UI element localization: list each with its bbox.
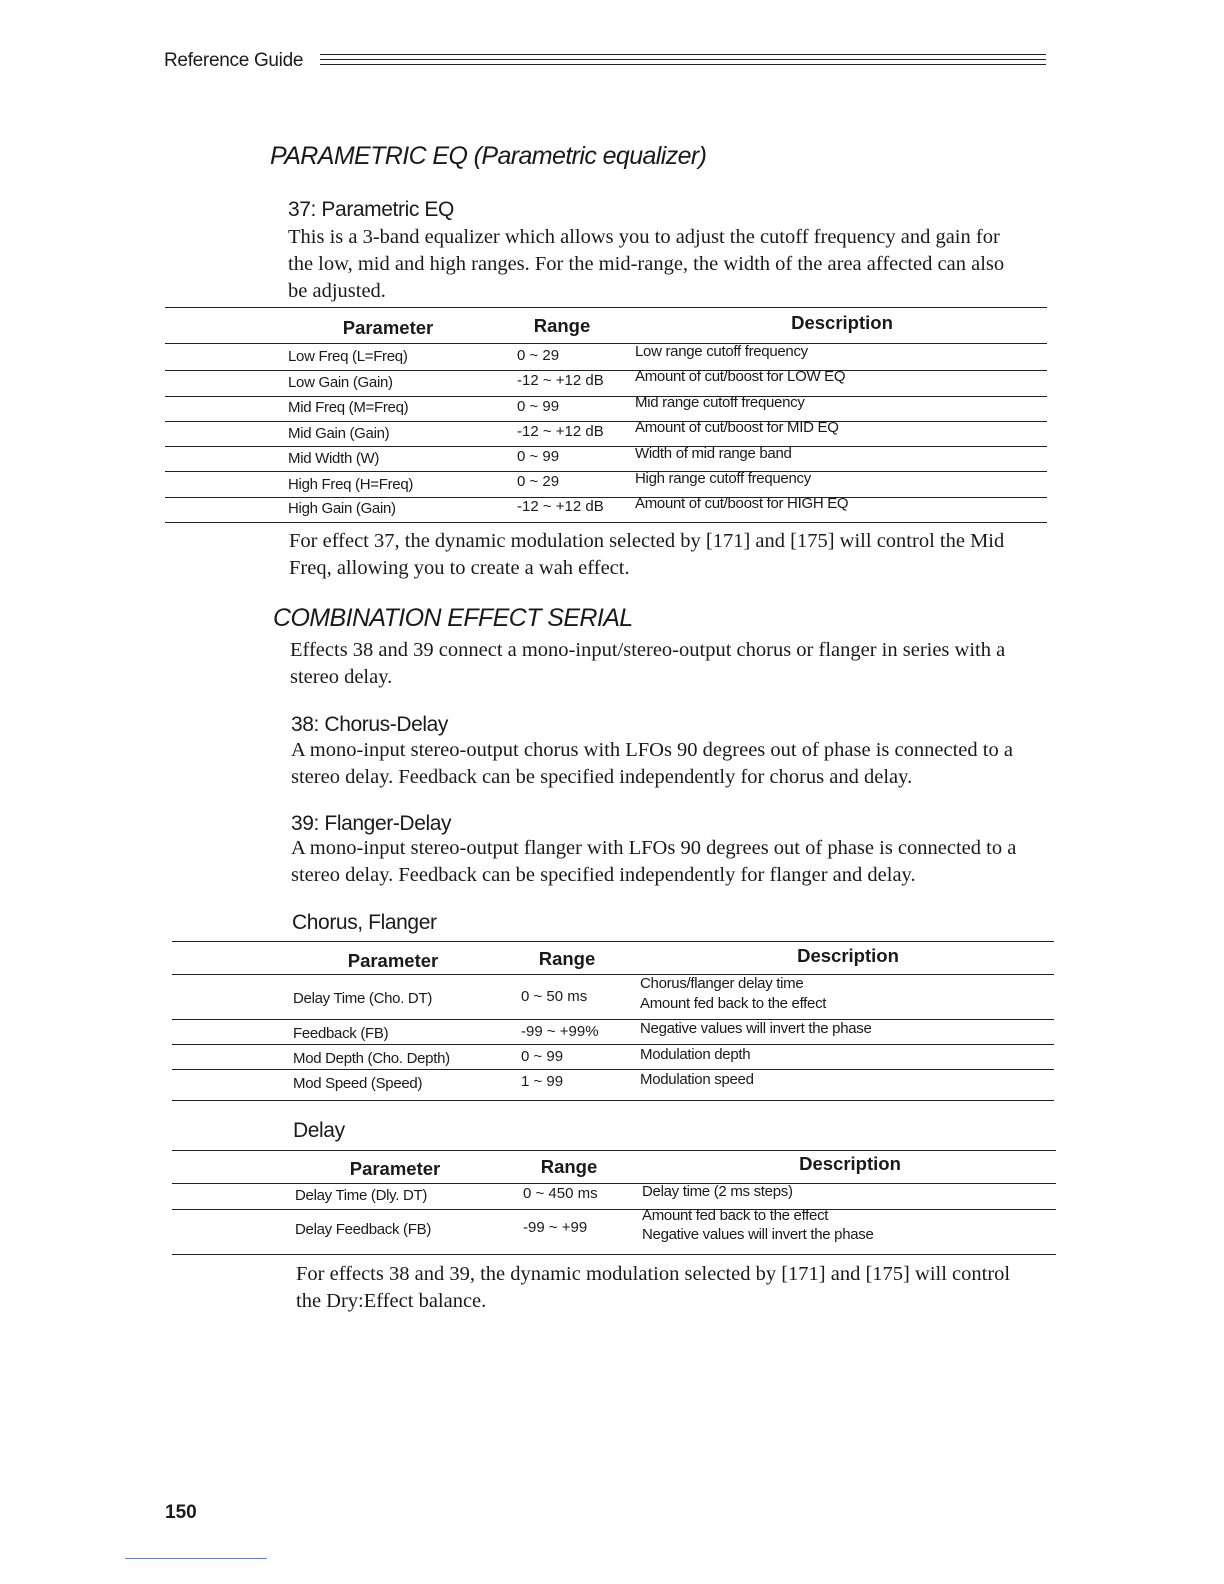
table-rule — [165, 522, 1047, 523]
cell-parameter: Delay Time (Cho. DT) — [293, 990, 433, 1007]
footer-line — [125, 1558, 267, 1559]
table-caption-delay: Delay — [293, 1119, 345, 1142]
cell-description: Chorus/flanger delay time — [640, 975, 804, 992]
text-line: A mono-input stereo-output flanger with LFOs 90 degrees out of phase is connected to a — [291, 837, 1017, 859]
text-line: For effects 38 and 39, the dynamic modulation selected by [171] and [175] will control — [296, 1263, 1011, 1285]
text-line: stereo delay. Feedback can be specified independently for chorus and delay. — [291, 766, 913, 788]
cell-range: -99 ~ +99% — [521, 1023, 599, 1040]
row-rule — [172, 1069, 1054, 1070]
cell-range: 0 ~ 29 — [517, 347, 560, 364]
header-description: Description — [799, 1153, 901, 1174]
cell-range: -99 ~ +99 — [523, 1219, 588, 1236]
cell-description: Amount fed back to the effect — [640, 995, 827, 1012]
cell-description: Low range cutoff frequency — [635, 343, 808, 360]
cell-range: -12 ~ +12 dB — [517, 372, 604, 389]
cell-range: 0 ~ 50 ms — [521, 988, 588, 1005]
paragraph-38 — [291, 737, 1051, 791]
table-rule — [172, 1183, 1056, 1184]
row-rule — [172, 1019, 1054, 1020]
header-description: Description — [791, 312, 893, 333]
cell-description: Amount of cut/boost for LOW EQ — [635, 368, 846, 385]
cell-range: 0 ~ 99 — [517, 398, 560, 415]
text-line: be adjusted. — [288, 280, 386, 302]
cell-description: Mid range cutoff frequency — [635, 394, 805, 411]
cell-description: Width of mid range band — [635, 445, 792, 462]
row-rule — [165, 396, 1047, 397]
text-line: the low, mid and high ranges. For the mid-range, the width of the area affected can also — [288, 253, 1005, 275]
effect-title-38: 38: Chorus-Delay — [291, 713, 449, 736]
header-rule — [320, 64, 1046, 65]
cell-range: 0 ~ 450 ms — [523, 1185, 598, 1202]
cell-description: Negative values will invert the phase — [642, 1226, 874, 1243]
table-rule — [172, 1150, 1056, 1151]
paragraph-39 — [291, 835, 1051, 889]
table-rule — [165, 343, 1047, 344]
cell-parameter: High Gain (Gain) — [288, 500, 396, 517]
cell-range: 1 ~ 99 — [521, 1073, 564, 1090]
cell-parameter: Feedback (FB) — [293, 1025, 389, 1042]
header-description: Description — [797, 945, 899, 966]
text-line: stereo delay. — [290, 666, 393, 688]
text-line: This is a 3-band equalizer which allows you to adjust the cutoff frequency and gain for — [288, 226, 1000, 248]
cell-parameter: Mid Freq (M=Freq) — [288, 399, 409, 416]
row-rule — [172, 1209, 1056, 1210]
cell-parameter: Mod Speed (Speed) — [293, 1075, 423, 1092]
table-caption-chorus-flanger: Chorus, Flanger — [292, 911, 437, 934]
cell-parameter: High Freq (H=Freq) — [288, 476, 414, 493]
cell-description: Modulation depth — [640, 1046, 751, 1063]
cell-range: -12 ~ +12 dB — [517, 423, 604, 440]
cell-parameter: Low Gain (Gain) — [288, 374, 393, 391]
header-rule — [320, 54, 1046, 55]
text-line: A mono-input stereo-output chorus with LFOs 90 degrees out of phase is connected to a — [291, 739, 1013, 761]
cell-parameter: Mod Depth (Cho. Depth) — [293, 1050, 450, 1067]
note-paragraph-combination — [296, 1261, 1056, 1315]
effect-title-39: 39: Flanger-Delay — [291, 812, 452, 835]
text-line: For effect 37, the dynamic modulation selected by [171] and [175] will control the Mid — [289, 530, 1005, 552]
text-line: Effects 38 and 39 connect a mono-input/stereo-output chorus or flanger in series with a — [290, 639, 1006, 661]
text-line: stereo delay. Feedback can be specified independently for flanger and delay. — [291, 864, 916, 886]
header-title: Reference Guide — [164, 50, 304, 71]
row-rule — [165, 370, 1047, 371]
cell-parameter: Low Freq (L=Freq) — [288, 348, 408, 365]
row-rule — [165, 497, 1047, 498]
cell-description: Amount of cut/boost for HIGH EQ — [635, 495, 849, 512]
header-parameter: Parameter — [342, 317, 434, 338]
cell-parameter: Mid Width (W) — [288, 450, 380, 467]
table-rule — [172, 941, 1054, 942]
table-rule — [172, 974, 1054, 975]
text-line: Freq, allowing you to create a wah effect. — [289, 557, 630, 579]
header-range: Range — [540, 1156, 598, 1177]
effect-title-37: 37: Parametric EQ — [288, 198, 454, 221]
header-rule — [320, 59, 1046, 60]
cell-description: Negative values will invert the phase — [640, 1020, 872, 1037]
section-title-combination: COMBINATION EFFECT SERIAL — [273, 604, 633, 632]
row-rule — [165, 471, 1047, 472]
cell-range: -12 ~ +12 dB — [517, 498, 604, 515]
row-rule — [165, 421, 1047, 422]
intro-paragraph-combination — [290, 637, 1050, 691]
note-paragraph-37 — [289, 528, 1049, 582]
cell-description: Amount fed back to the effect — [642, 1207, 829, 1224]
cell-parameter: Delay Feedback (FB) — [295, 1221, 432, 1238]
table-rule — [165, 307, 1047, 308]
running-header — [164, 50, 1046, 80]
cell-parameter: Mid Gain (Gain) — [288, 425, 390, 442]
cell-range: 0 ~ 99 — [521, 1048, 564, 1065]
cell-description: Modulation speed — [640, 1071, 754, 1088]
section-title-parametric-eq: PARAMETRIC EQ (Parametric equalizer) — [270, 142, 707, 170]
cell-description: Delay time (2 ms steps) — [642, 1183, 793, 1200]
row-rule — [172, 1044, 1054, 1045]
header-parameter: Parameter — [349, 1158, 441, 1179]
intro-paragraph-37 — [288, 224, 1048, 305]
text-line: the Dry:Effect balance. — [296, 1290, 487, 1312]
cell-range: 0 ~ 99 — [517, 448, 560, 465]
row-rule — [165, 446, 1047, 447]
header-parameter: Parameter — [347, 950, 439, 971]
header-range: Range — [533, 315, 591, 336]
table-rule — [172, 1254, 1056, 1255]
page-number: 150 — [165, 1502, 197, 1523]
cell-range: 0 ~ 29 — [517, 473, 560, 490]
header-range: Range — [538, 948, 596, 969]
cell-description: Amount of cut/boost for MID EQ — [635, 419, 839, 436]
cell-description: High range cutoff frequency — [635, 470, 811, 487]
cell-parameter: Delay Time (Dly. DT) — [295, 1187, 428, 1204]
table-rule — [172, 1100, 1054, 1101]
